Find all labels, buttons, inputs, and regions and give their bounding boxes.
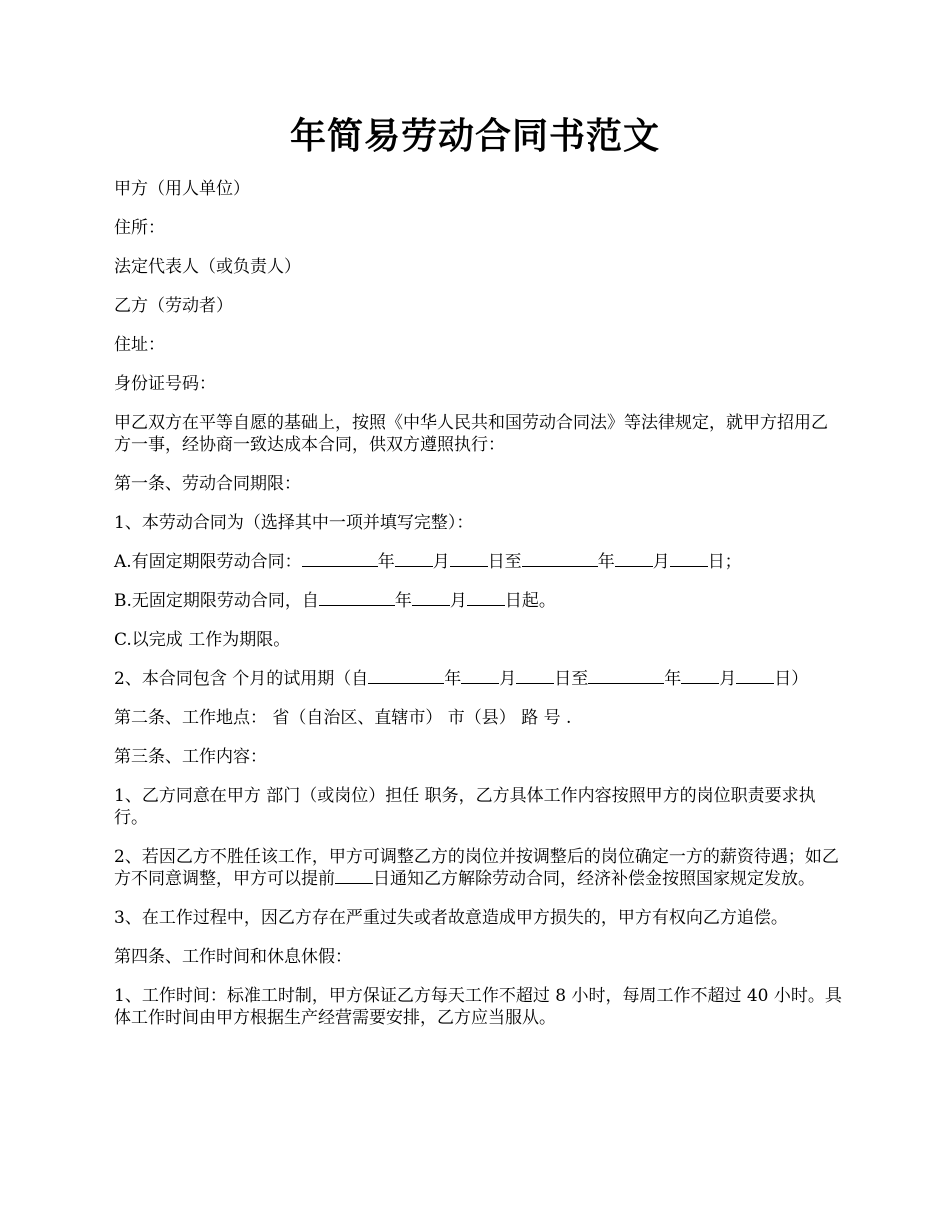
year-label: 年 <box>394 591 412 611</box>
id-number-line: 身份证号码： <box>114 374 216 394</box>
fill-blank <box>450 551 488 567</box>
year-label: 年 <box>597 552 615 572</box>
article-3-item-1: 1、乙方同意在甲方 部门（或岗位）担任 职务，乙方具体工作内容按照甲方的岗位职责要求执行。 <box>114 786 816 828</box>
fill-blank <box>368 668 444 684</box>
day-label: 日） <box>774 669 809 689</box>
preamble-paragraph: 甲乙双方在平等自愿的基础上，按照《中华人民共和国劳动合同法》等法律规定，就甲方招用乙方一事，经协商一致达成本合同，供双方遵照执行： <box>114 413 828 455</box>
probation-text: 2、本合同包含 个月的试用期（自 <box>114 669 369 689</box>
article-1-item-1: 1、本劳动合同为（选择其中一项并填写完整）： <box>114 513 474 533</box>
year-label: 年 <box>664 669 682 689</box>
option-b-text: B.无固定期限劳动合同，自 <box>114 591 319 611</box>
day-label: 日起。 <box>504 591 556 611</box>
party-b-line: 乙方（劳动者） <box>114 296 233 316</box>
year-label: 年 <box>444 669 462 689</box>
fill-blank <box>302 551 378 567</box>
article-3-item-2 <box>114 846 842 890</box>
article-3-item-3: 3、在工作过程中，因乙方存在严重过失或者故意造成甲方损失的，甲方有权向乙方追偿。 <box>114 908 788 928</box>
fill-blank <box>319 590 395 606</box>
fill-blank <box>412 590 450 606</box>
fill-blank <box>516 668 554 684</box>
month-label: 月 <box>432 552 450 572</box>
fill-blank <box>522 551 598 567</box>
article-4-item-1: 1、工作时间：标准工时制，甲方保证乙方每天工作不超过 8 小时，每周工作不超过 40 小时。具体工作时间由甲方根据生产经营需要安排，乙方应当服从。 <box>114 986 842 1028</box>
fill-blank <box>736 668 774 684</box>
article-1-option-c: C.以完成 工作为期限。 <box>114 630 291 650</box>
month-label: 月 <box>499 669 517 689</box>
fill-blank <box>467 590 505 606</box>
fill-blank <box>335 868 373 884</box>
article-1-option-a <box>114 551 842 573</box>
month-label: 月 <box>449 591 467 611</box>
legal-rep-line: 法定代表人（或负责人） <box>114 257 301 277</box>
day-label: 日； <box>707 552 742 572</box>
month-label: 月 <box>719 669 737 689</box>
article-4-heading: 第四条、工作时间和休息休假： <box>114 947 352 967</box>
party-a-line: 甲方（用人单位） <box>114 179 250 199</box>
article-1-option-b <box>114 590 842 612</box>
article-2-line: 第二条、工作地点： 省（自治区、直辖市） 市（县） 路 号 . <box>114 708 572 728</box>
fill-blank <box>681 668 719 684</box>
adjust-text: 2、若因乙方不胜任该工作，甲方可调整乙方的岗位并按调整后的岗位确定一方的薪资待遇；如乙方不同意调整，甲方可以提前 <box>114 847 839 889</box>
residence-b-line: 住址： <box>114 335 165 355</box>
fill-blank <box>461 668 499 684</box>
article-1-item-2 <box>114 668 842 690</box>
article-3-heading: 第三条、工作内容： <box>114 747 267 767</box>
article-1-heading: 第一条、劳动合同期限： <box>114 474 301 494</box>
residence-a-line: 住所： <box>114 218 165 238</box>
month-label: 月 <box>652 552 670 572</box>
fill-blank <box>588 668 664 684</box>
day-label: 日至 <box>554 669 589 689</box>
option-a-text: A.有固定期限劳动合同： <box>114 552 302 572</box>
document-title: 年简易劳动合同书范文 <box>289 115 660 157</box>
fill-blank <box>670 551 708 567</box>
day-label: 日至 <box>487 552 522 572</box>
year-label: 年 <box>377 552 395 572</box>
fill-blank <box>395 551 433 567</box>
notice-text: 日通知乙方解除劳动合同，经济补偿金按照国家规定发放。 <box>373 869 815 889</box>
document-body <box>114 178 842 1046</box>
fill-blank <box>615 551 653 567</box>
